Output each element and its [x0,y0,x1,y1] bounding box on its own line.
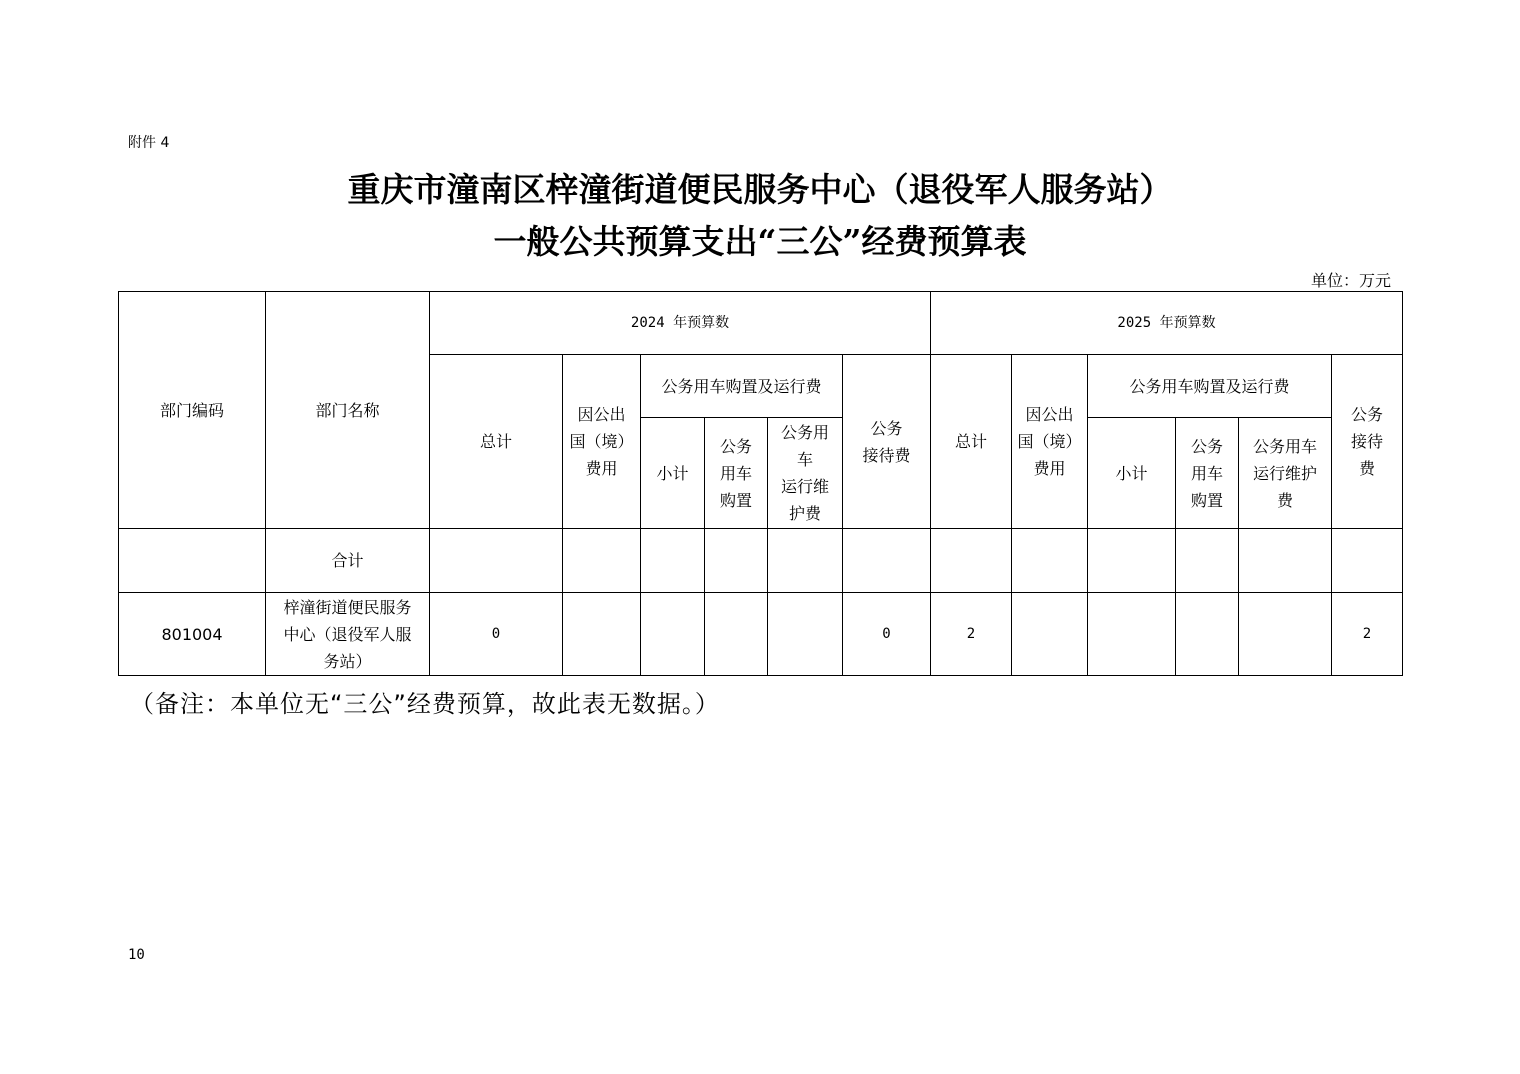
header-reception-2025-line3: 费 [1358,459,1375,478]
header-vehicle-purchase-2025 [1176,418,1239,529]
header-vehicle-operation-2025 [1239,418,1332,529]
cell-dept-name-line3: 务站） [323,651,372,671]
header-abroad-2025 [1012,355,1088,529]
header-reception-2025 [1332,355,1403,529]
page-title-line1: 重庆市潼南区梓潼街道便民服务中心（退役军人服务站） [347,170,1173,209]
cell-subtotal-2025 [1088,593,1176,676]
header-dept-code: 部门编码 [119,292,266,529]
cell-dept-name-line2: 中心（退役军人服 [283,624,412,644]
header-abroad-2025-line3: 费用 [1033,459,1066,478]
header-subtotal-2024: 小计 [641,418,705,529]
header-year-2025: 2025 年预算数 [931,292,1403,355]
cell-operation-2025 [1239,529,1332,593]
unit-label: 单位：万元 [1310,271,1391,290]
cell-dept-code [119,529,266,593]
cell-purchase-2025 [1176,529,1239,593]
header-vehicle-purchase-2025-line2: 用车 [1190,463,1223,483]
header-vehicle-purchase-2025-line1: 公务 [1190,436,1223,456]
attachment-label: 附件 4 [128,135,170,151]
cell-operation-2024 [768,529,843,593]
cell-operation-2024 [768,593,843,676]
header-vehicle-purchase-2024-line2: 用车 [719,463,752,483]
header-vehicle-purchase-2024 [705,418,768,529]
table-row [119,593,1403,676]
cell-dept-name: 合计 [266,529,430,593]
header-vehicle-purchase-2024-line3: 购置 [719,490,752,510]
cell-total-2024 [430,529,563,593]
header-abroad-2024-line2: 国（境） [569,432,634,451]
cell-abroad-2024 [563,593,641,676]
header-year-2024: 2024 年预算数 [430,292,931,355]
cell-purchase-2024 [705,593,768,676]
header-subtotal-2025: 小计 [1088,418,1176,529]
page-title-line2: 一般公共预算支出“三公”经费预算表 [493,222,1027,261]
cell-total-2024: 0 [430,593,563,676]
header-reception-2025-line1: 公务 [1350,405,1383,424]
header-vehicle-group-2025: 公务用车购置及运行费 [1088,355,1332,418]
header-vehicle-purchase-2024-line1: 公务 [719,436,752,456]
header-reception-2025-line2: 接待 [1350,432,1383,451]
header-total-2025: 总计 [931,355,1012,529]
header-abroad-2024 [563,355,641,529]
cell-total-2025 [931,529,1012,593]
cell-purchase-2024 [705,529,768,593]
header-vehicle-operation-2025-line1: 公务用车 [1252,436,1317,456]
header-total-2024: 总计 [430,355,563,529]
cell-abroad-2025 [1012,529,1088,593]
cell-dept-code: 801004 [119,593,266,676]
cell-subtotal-2024 [641,529,705,593]
header-vehicle-operation-2024 [768,418,843,529]
header-vehicle-operation-2024-line3: 运行维 [780,477,829,496]
header-abroad-2024-line3: 费用 [585,459,618,478]
header-vehicle-operation-2025-line3: 费 [1276,490,1293,510]
cell-subtotal-2024 [641,593,705,676]
footnote: （备注：本单位无“三公”经费预算，故此表无数据。） [130,690,720,718]
cell-reception-2024 [843,529,931,593]
header-reception-2024 [843,355,931,529]
budget-table [118,291,1403,676]
header-vehicle-group-2024: 公务用车购置及运行费 [641,355,843,418]
header-dept-name: 部门名称 [266,292,430,529]
header-vehicle-operation-2025-line2: 运行维护 [1252,463,1317,483]
cell-purchase-2025 [1176,593,1239,676]
cell-total-2025: 2 [931,593,1012,676]
table-row [119,529,1403,593]
cell-abroad-2025 [1012,593,1088,676]
header-row-years [119,292,1403,355]
header-reception-2024-line1: 公务 [870,418,903,438]
header-abroad-2025-line2: 国（境） [1017,432,1082,451]
cell-abroad-2024 [563,529,641,593]
page-number: 10 [128,947,145,963]
cell-reception-2025: 2 [1332,593,1403,676]
header-vehicle-operation-2024-line4: 护费 [788,504,821,523]
header-abroad-2024-line1: 因公出 [577,405,626,424]
cell-subtotal-2025 [1088,529,1176,593]
header-reception-2024-line2: 接待费 [862,445,911,465]
cell-reception-2025 [1332,529,1403,593]
header-vehicle-operation-2024-line2: 车 [796,450,813,469]
header-vehicle-purchase-2025-line3: 购置 [1190,490,1223,510]
cell-operation-2025 [1239,593,1332,676]
header-vehicle-operation-2024-line1: 公务用 [780,423,829,442]
cell-dept-name-line1: 梓潼街道便民服务 [283,597,412,617]
cell-reception-2024: 0 [843,593,931,676]
cell-dept-name [266,593,430,676]
header-abroad-2025-line1: 因公出 [1025,405,1074,424]
